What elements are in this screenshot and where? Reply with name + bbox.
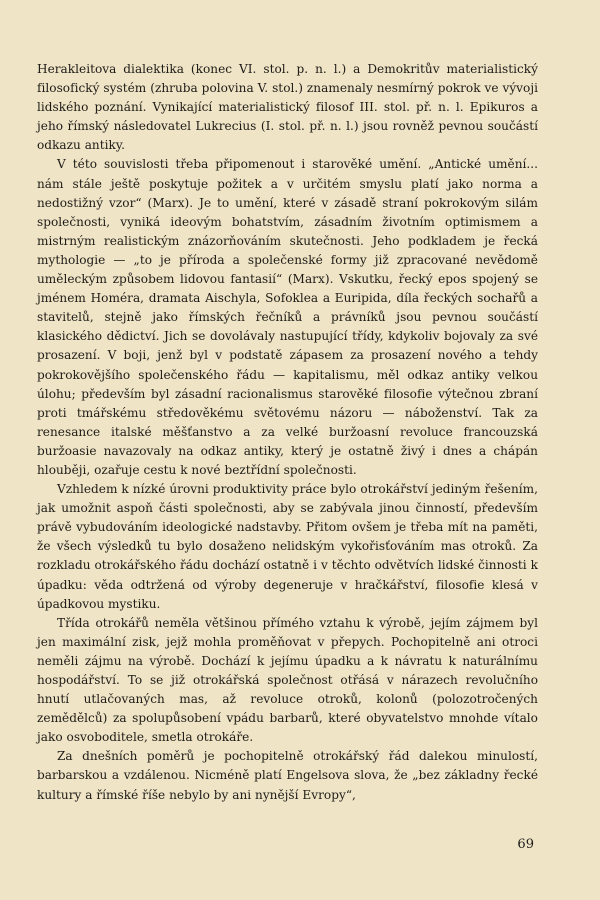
paragraph-4: Třída otrokářů neměla většinou přímého vztahu k výrobě, jejím zájmem byl jen maximální zisk, jejž mohla proměňovat v přepych. Pochopitelně ani otroci neměli zájmu na výrobě. Dochází k jejímu úpadku a k návratu k naturálnímu hospodářství. To se již otrokářská společnost otřásá v nárazech revolučního hnutí utlačovaných mas, až revoluce otroků, kolonů (polozotročených zemědělců) za spolupůsobení vpádu barbarů, které obyvatelstvo mnohde vítalo jako osvoboditele, smetla otrokáře. (37, 615, 538, 745)
page-number: 69 (517, 837, 534, 852)
paragraph-5: Za dnešních poměrů je pochopitelně otrokářský řád dalekou minulostí, barbarskou a vzdálenou. Nicméně platí Engelsova slova, že „bez základny řecké kultury a římské říše nebylo by ani nynější Evropy“, (37, 749, 538, 802)
paragraph-3: Vzhledem k nízké úrovni produktivity práce bylo otrokářství jediným řešením, jak umožnit aspoň části společnosti, aby se zabývala jinou činností, především právě vybudováním ideologické nadstavby. Přitom ovšem je třeba mít na paměti, že všech výsledků tu bylo dosaženo nelidským vykořisťováním mas otroků. Za rozkladu otrokářského řádu dochází ostatně i v těchto odvětvích lidské činnosti k úpadku: věda odtržená od výroby degeneruje v hračkářství, filosofie klesá v úpadkovou mystiku. (37, 482, 538, 611)
paragraph-1: Herakleitova dialektika (konec VI. stol. p. n. l.) a Demokritův materialistický filosofický systém (zhruba polovina V. stol.) znamenaly nesmírný pokrok ve vývoji lidského poznání. Vynikající materialistický filosof III. stol. př. n. l. Epikuros a jeho římský následovatel Lukrecius (I. stol. př. n. l.) jsou rovněž pevnou součástí odkazu antiky. (37, 62, 538, 153)
paragraph-2: V této souvislosti třeba připomenout i starověké umění. „Antické umění... nám stále ještě poskytuje požitek a v určitém smyslu platí jako norma a nedostižný vzor“ (Marx). Je to umění, které v zásadě straní pokrokovým silám společnosti, vyniká ideovým bohatstvím, zásadním životním optimismem a mistrným realistickým znázorňováním skutečnosti. Jeho podkladem je řecká mythologie — „to je příroda a společenské formy již zpracované nevědomě uměleckým způsobem lidovou fantasií“ (Marx). Vskutku, řecký epos spojený se jménem Homéra, dramata Aischyla, Sofoklea a Euripida, díla řeckých sochařů a stavitelů, stejně jako římských řečníků a právníků jsou pevnou součástí klasického dědictví. Jich se dovolávaly nastupující třídy, kdykoliv bojovaly za své prosazení. V boji, jenž byl v podstatě zápasem za prosazení nového a tehdy pokrokovějšího společenského řádu — kapitalismu, měl odkaz antiky velkou úlohu; především byl zásadní racionalismus starověké filosofie výtečnou zbraní proti tmářskému středověkému světovému názoru — náboženství. Tak za renesance italské měšťanstvo a za velké buržoasní revoluce francouzská buržoasie navazovaly na odkaz antiky, který je ostatně živý i dnes a chápán hlouběji, ozařuje cestu k nové beztřídní společnosti. (37, 157, 538, 477)
